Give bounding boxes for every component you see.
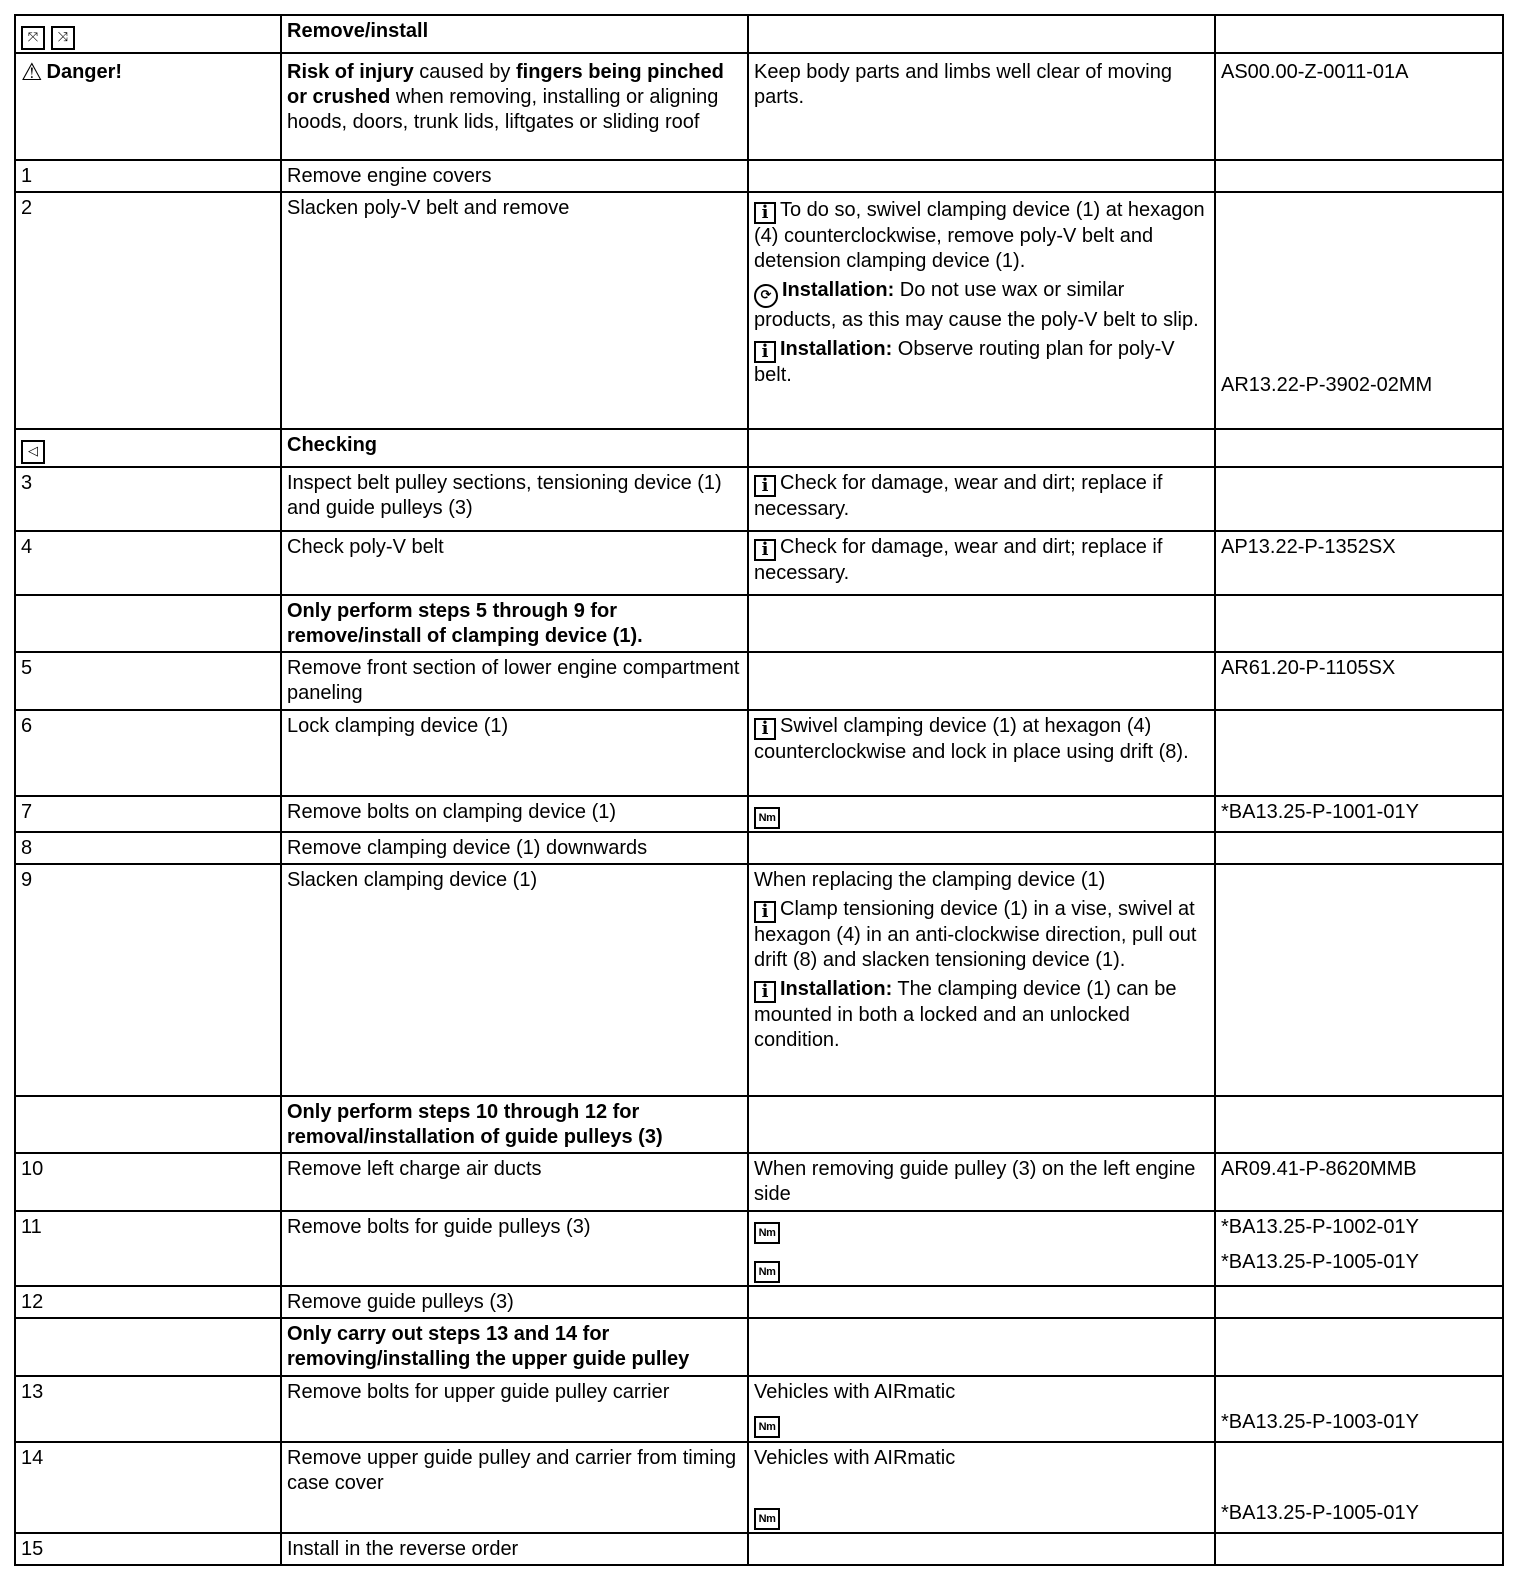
section-icons-cell <box>15 15 281 53</box>
step-operation: Install in the reverse order <box>281 1533 748 1565</box>
step-row <box>15 864 1503 1096</box>
step-notes <box>748 710 1215 796</box>
step-number: 2 <box>15 192 281 429</box>
step-number: 4 <box>15 531 281 595</box>
step-row <box>15 1533 1503 1565</box>
step-operation: Remove upper guide pulley and carrier from timing case cover <box>281 1442 748 1533</box>
info-note: i Check for damage, wear and dirt; replace if necessary. <box>754 472 1163 520</box>
danger-label: Danger! <box>46 61 123 83</box>
step-row <box>15 796 1503 832</box>
section-header-row <box>15 429 1503 467</box>
info-icon: i <box>754 981 776 1003</box>
risk-text-1: caused by <box>413 61 516 83</box>
risk-bold-1: Risk of injury <box>287 61 414 83</box>
step-notes <box>748 1376 1215 1442</box>
step-number: 9 <box>15 864 281 1096</box>
step-operation: Remove guide pulleys (3) <box>281 1286 748 1318</box>
section-title: Checking <box>281 429 748 467</box>
step-row <box>15 1376 1503 1442</box>
step-row <box>15 160 1503 192</box>
step-number: 6 <box>15 710 281 796</box>
step-operation: Remove clamping device (1) downwards <box>281 832 748 864</box>
step-reference: AP13.22-P-1352SX <box>1215 531 1503 595</box>
info-icon: i <box>754 901 776 923</box>
reference-1[interactable]: *BA13.25-P-1002-01Y <box>1221 1216 1419 1238</box>
step-notes <box>748 796 1215 832</box>
step-operation: Remove bolts on clamping device (1) <box>281 796 748 832</box>
step-notes <box>748 864 1215 1096</box>
step-row <box>15 652 1503 710</box>
step-number: 11 <box>15 1211 281 1286</box>
reference-2[interactable]: *BA13.25-P-1005-01Y <box>1221 1251 1419 1273</box>
procedure-sheet <box>14 14 1504 1566</box>
condition-note: Vehicles with AIRmatic <box>754 1447 956 1469</box>
risk-bold-2: fingers being pinched or crushed <box>287 61 724 108</box>
danger-cell <box>15 53 281 160</box>
step-notes <box>748 1211 1215 1286</box>
condition-row <box>15 1318 1503 1376</box>
step-operation: Remove left charge air ducts <box>281 1153 748 1211</box>
step-reference <box>1215 1211 1503 1286</box>
step-number: 8 <box>15 832 281 864</box>
condition-text: Only perform steps 5 through 9 for remove/install of clamping device (1). <box>281 595 748 652</box>
checking-icon: ◁ <box>21 440 45 464</box>
info-note: i To do so, swivel clamping device (1) at hexagon (4) counterclockwise, remove poly-V belt and detension clamping device (1). <box>754 199 1205 272</box>
info-note: i Swivel clamping device (1) at hexagon (4) counterclockwise and lock in place using drift (8). <box>754 715 1189 763</box>
step-reference[interactable]: *BA13.25-P-1001-01Y <box>1215 796 1503 832</box>
step-row <box>15 832 1503 864</box>
warning-triangle-icon: ⚠ <box>21 58 43 86</box>
step-operation: Remove front section of lower engine compartment paneling <box>281 652 748 710</box>
expand-arrows-icon: ⤧ <box>21 26 45 50</box>
info-note: i Installation: The clamping device (1) can be mounted in both a locked and an unlocked condition. <box>754 978 1177 1051</box>
section-title: Remove/install <box>281 15 748 53</box>
step-operation: Remove bolts for upper guide pulley carrier <box>281 1376 748 1442</box>
step-row <box>15 1153 1503 1211</box>
step-operation: Remove engine covers <box>281 160 748 192</box>
step-number: 14 <box>15 1442 281 1533</box>
danger-risk-cell <box>281 53 748 160</box>
step-row <box>15 1286 1503 1318</box>
installation-icon: ⟳ <box>754 284 778 308</box>
step-notes <box>748 531 1215 595</box>
step-row <box>15 192 1503 429</box>
torque-icon[interactable]: Nm <box>754 1508 780 1530</box>
step-reference: AR13.22-P-3902-02MM <box>1215 192 1503 429</box>
step-row <box>15 1211 1503 1286</box>
condition-note: Vehicles with AIRmatic <box>754 1381 956 1403</box>
condition-text: Only perform steps 10 through 12 for removal/installation of guide pulleys (3) <box>281 1096 748 1153</box>
step-reference: *BA13.25-P-1005-01Y <box>1215 1442 1503 1533</box>
step-operation: Check poly-V belt <box>281 531 748 595</box>
torque-icon[interactable]: Nm <box>754 1261 780 1283</box>
step-row <box>15 1442 1503 1533</box>
step-number: 10 <box>15 1153 281 1211</box>
torque-icon[interactable]: Nm <box>754 1416 780 1438</box>
danger-measure: Keep body parts and limbs well clear of moving parts. <box>748 53 1215 160</box>
step-operation: Remove bolts for guide pulleys (3) <box>281 1211 748 1286</box>
installation-note: ⟳ Installation: Do not use wax or similar products, as this may cause the poly-V belt to slip. <box>754 279 1199 331</box>
step-number: 1 <box>15 160 281 192</box>
info-icon: i <box>754 202 776 224</box>
danger-ref: AS00.00-Z-0011-01A <box>1215 53 1503 160</box>
condition-note: When replacing the clamping device (1) <box>754 869 1106 891</box>
step-reference: *BA13.25-P-1003-01Y <box>1215 1376 1503 1442</box>
step-row <box>15 531 1503 595</box>
step-operation: Slacken clamping device (1) <box>281 864 748 1096</box>
step-row <box>15 710 1503 796</box>
torque-icon[interactable]: Nm <box>754 807 780 829</box>
step-number: 3 <box>15 467 281 531</box>
info-icon: i <box>754 475 776 497</box>
info-icon: i <box>754 341 776 363</box>
info-note: i Clamp tensioning device (1) in a vise, swivel at hexagon (4) in an anti-clockwise direction, pull out drift (8) and slacken tensioning device (1). <box>754 898 1197 971</box>
danger-row <box>15 53 1503 160</box>
condition-row <box>15 1096 1503 1153</box>
collapse-arrows-icon: ⤨ <box>51 26 75 50</box>
step-reference[interactable]: AR09.41-P-8620MMB <box>1215 1153 1503 1211</box>
procedure-table <box>14 14 1504 1566</box>
step-number: 15 <box>15 1533 281 1565</box>
step-notes <box>748 192 1215 429</box>
info-note: i Check for damage, wear and dirt; replace if necessary. <box>754 536 1163 584</box>
step-number: 13 <box>15 1376 281 1442</box>
condition-text: Only carry out steps 13 and 14 for removing/installing the upper guide pulley <box>281 1318 748 1376</box>
step-reference: AR61.20-P-1105SX <box>1215 652 1503 710</box>
step-row <box>15 467 1503 531</box>
step-operation: Inspect belt pulley sections, tensioning device (1) and guide pulleys (3) <box>281 467 748 531</box>
step-operation: Lock clamping device (1) <box>281 710 748 796</box>
info-note: i Installation: Observe routing plan for poly-V belt. <box>754 338 1175 386</box>
risk-text-2: when removing, installing or aligning hoods, doors, trunk lids, liftgates or sliding roof <box>287 86 719 133</box>
step-number: 12 <box>15 1286 281 1318</box>
condition-row <box>15 595 1503 652</box>
section-header-row <box>15 15 1503 53</box>
step-notes <box>748 1442 1215 1533</box>
info-icon: i <box>754 539 776 561</box>
step-notes <box>748 467 1215 531</box>
torque-icon[interactable]: Nm <box>754 1222 780 1244</box>
step-number: 7 <box>15 796 281 832</box>
info-icon: i <box>754 718 776 740</box>
step-number: 5 <box>15 652 281 710</box>
step-notes: When removing guide pulley (3) on the left engine side <box>748 1153 1215 1211</box>
step-operation: Slacken poly-V belt and remove <box>281 192 748 429</box>
